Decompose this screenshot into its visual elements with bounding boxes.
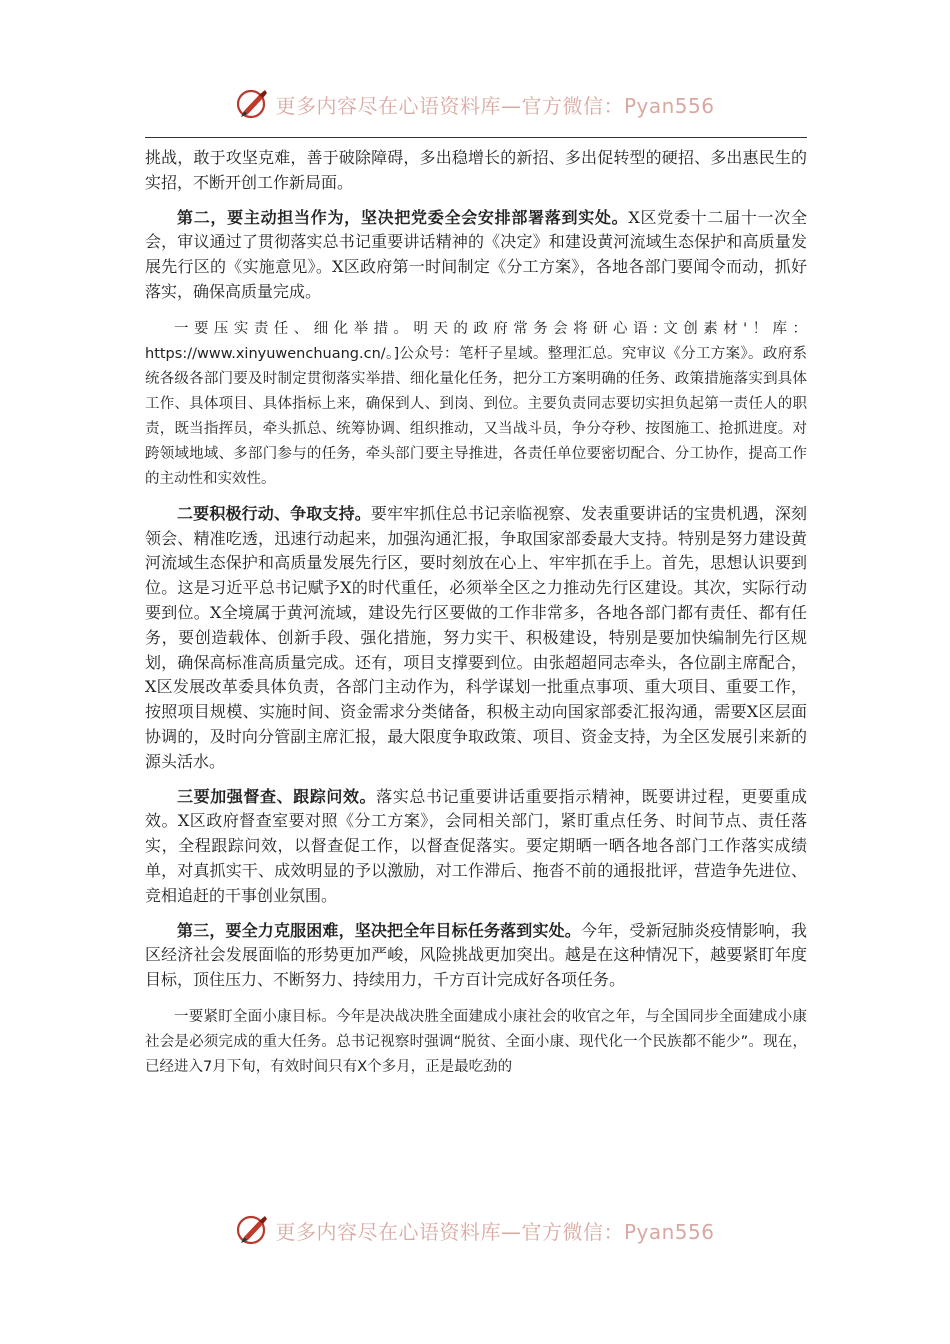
paragraph-heading: 二要积极行动、争取支持。 — [177, 503, 371, 523]
paragraph-text: 落实总书记重要讲话重要指示精神，既要讲过程，更要重成效。X区政府督查室要对照《分工方案》，会同相关部门，紧盯重点任务、时间节点、责任落实，全程跟踪问效，以督查促工作，以督查促落实。要定期晒一晒各地各部门工作落实成绩单，对真抓实干、成效明显的予以激励，对工作滞后、拖沓不前的通报批评，营造争先进位、竞相追赶的干事创业氛围。 — [145, 786, 807, 905]
paragraph-heading: 三要加强督查、跟踪问效。 — [177, 786, 377, 806]
paragraph — [145, 502, 807, 775]
page-footer-banner — [0, 1210, 950, 1250]
document-body — [145, 146, 807, 1080]
paragraph — [145, 206, 807, 305]
paragraph-text: 挑战，敢于攻坚克难，善于破除障碍，多出稳增长的新招、多出促转型的硬招、多出惠民生的实招，不断开创工作新局面。 — [145, 148, 807, 192]
paragraph-heading: 第二，要主动担当作为，坚决把党委全会安排部署落到实处。 — [177, 207, 629, 227]
paragraph — [145, 785, 807, 909]
pen-logo-icon — [235, 1212, 271, 1248]
paragraph — [145, 146, 807, 196]
header-divider — [145, 137, 807, 138]
paragraph — [145, 1005, 807, 1080]
paragraph-text: 一要压实责任、细化举措。明天的政府常务会将研心语:文创素材'！库：https://www.xinyuwenchuang.cn/。]公众号：笔杆子星域。整理汇总。究审议《分工方案》。政府系统各级各部门要及时制定贯彻落实举措、细化量化任务，把分工方案明确的任务、政策措施落实到具体工作、具体项目、具体指标上来，确保到人、到岗、到位。主要负责同志要切实担负起第一责任人的职责，既当指挥员，牵头抓总、统筹协调、组织推动，又当战斗员，争分夺秒、按图施工、抢抓进度。对跨领域地域、多部门参与的任务，牵头部门要主导推进，各责任单位要密切配合、分工协作，提高工作的主动性和实效性。 — [145, 320, 807, 487]
paragraph-text: 要牢牢抓住总书记亲临视察、发表重要讲话的宝贵机遇，深刻领会、精准吃透，迅速行动起来，加强沟通汇报，争取国家部委最大支持。特别是努力建设黄河流域生态保护和高质量发展先行区，要时刻放在心上、牢牢抓在手上。首先，思想认识要到位。这是习近平总书记赋予X的时代重任，必须举全区之力推动先行区建设。其次，实际行动要到位。X全境属于黄河流域，建设先行区要做的工作非常多，各地各部门都有责任、都有任务，要创造载体、创新手段、强化措施，努力实干、积极建设，特别是要加快编制先行区规划，确保高标准高质量完成。还有，项目支撑要到位。由张超超同志牵头，各位副主席配合，X区发展改革委具体负责，各部门主动作为，科学谋划一批重点事项、重大项目、重要工作，按照项目规模、实施时间、资金需求分类储备，积极主动向国家部委汇报沟通，需要X区层面协调的，及时向分管副主席汇报，最大限度争取政策、项目、资金支持，为全区发展引来新的源头活水。 — [145, 503, 807, 771]
paragraph-text: X区党委十二届十一次全会，审议通过了贯彻落实总书记重要讲话精神的《决定》和建设黄河流域生态保护和高质量发展先行区的《实施意见》。X区政府第一时间制定《分工方案》，各地各部门要闻令而动，抓好落实，确保高质量完成。 — [145, 207, 807, 301]
pen-logo-icon — [235, 86, 271, 122]
paragraph-text: 今年，受新冠肺炎疫情影响，我区经济社会发展面临的形势更加严峻，风险挑战更加突出。越是在这种情况下，越要紧盯年度目标，顶住压力、不断努力、持续用力，千方百计完成好各项任务。 — [145, 920, 807, 990]
footer-banner-text: 更多内容尽在心语资料库—官方微信：Pyan556 — [275, 1219, 715, 1244]
paragraph-text: 一要紧盯全面小康目标。今年是决战决胜全面建成小康社会的收官之年，与全国同步全面建成小康社会是必须完成的重大任务。总书记视察时强调“脱贫、全面小康、现代化一个民族都不能少”。现在，已经进入7月下旬，有效时间只有X个多月，正是最吃劲的 — [145, 1008, 807, 1075]
header-banner-text: 更多内容尽在心语资料库—官方微信：Pyan556 — [275, 93, 715, 118]
paragraph — [145, 317, 807, 492]
page-header-banner — [0, 84, 950, 124]
paragraph — [145, 919, 807, 993]
paragraph-heading: 第三，要全力克服困难，坚决把全年目标任务落到实处。 — [177, 920, 581, 940]
